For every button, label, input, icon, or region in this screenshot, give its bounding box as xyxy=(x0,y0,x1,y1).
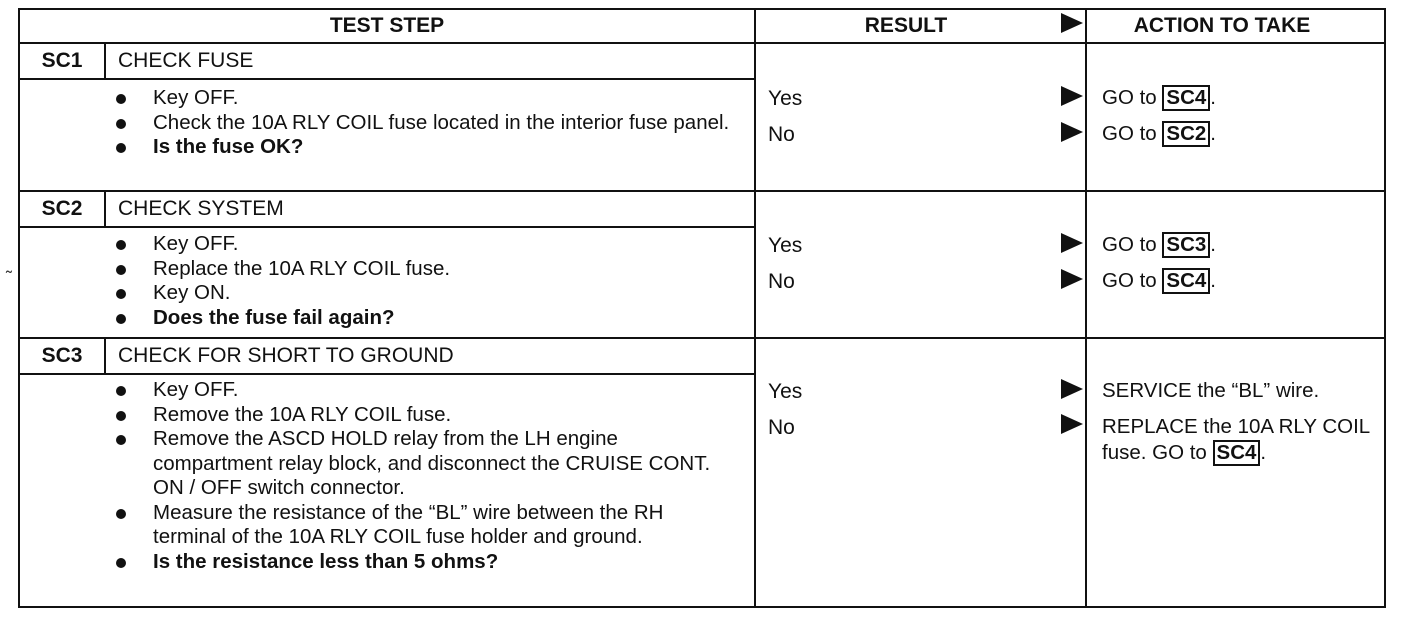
divider-sc1-title xyxy=(18,78,756,80)
bullet-item: Replace the 10A RLY COIL fuse. xyxy=(112,257,732,282)
header-divider xyxy=(18,42,1386,44)
step-reference[interactable]: SC3 xyxy=(1162,232,1210,258)
step-bullets-sc2 xyxy=(112,232,732,330)
bullet-question: Is the fuse OK? xyxy=(112,135,732,160)
column-divider-result xyxy=(754,8,756,608)
margin-mark: ˜ xyxy=(6,268,12,288)
id-divider-sc2 xyxy=(104,192,106,226)
arrow-right-icon xyxy=(1061,233,1083,253)
divider-sc3 xyxy=(18,337,1386,339)
result-yes: Yes xyxy=(768,87,803,110)
action-text: GO to SC3 . xyxy=(1102,233,1216,256)
step-reference[interactable]: SC4 xyxy=(1213,440,1261,466)
bullet-item: Key OFF. xyxy=(112,86,732,111)
divider-sc3-title xyxy=(18,373,756,375)
arrow-right-icon xyxy=(1061,414,1083,434)
result-yes: Yes xyxy=(768,234,803,257)
bullet-item: Remove the ASCD HOLD relay from the LH engine compartment relay block, and disconnect the CRUISE CONT. ON / OFF switch connector. xyxy=(112,427,732,501)
step-bullets-sc3 xyxy=(112,378,732,574)
arrow-right-icon xyxy=(1061,269,1083,289)
step-id-sc3: SC3 xyxy=(41,344,83,367)
bullet-item: Key ON. xyxy=(112,281,732,306)
bullet-item: Key OFF. xyxy=(112,232,732,257)
step-id-sc1: SC1 xyxy=(41,49,83,72)
step-title-sc3: CHECK FOR SHORT TO GROUND xyxy=(118,344,454,367)
arrow-right-icon xyxy=(1061,379,1083,399)
table-border-top xyxy=(18,8,1386,10)
bullet-item: Key OFF. xyxy=(112,378,732,403)
action-text: GO to SC4 . xyxy=(1102,269,1216,292)
header-arrow-icon xyxy=(1061,13,1083,33)
result-no: No xyxy=(768,270,795,293)
table-border-right xyxy=(1384,8,1386,608)
result-yes: Yes xyxy=(768,380,803,403)
bullet-question: Is the resistance less than 5 ohms? xyxy=(112,550,732,575)
step-reference[interactable]: SC4 xyxy=(1162,85,1210,111)
action-text: SERVICE the “BL” wire. xyxy=(1102,379,1320,402)
result-no: No xyxy=(768,123,795,146)
step-title-sc1: CHECK FUSE xyxy=(118,49,254,72)
bullet-item: Remove the 10A RLY COIL fuse. xyxy=(112,403,732,428)
action-text: REPLACE the 10A RLY COIL fuse. GO to SC4 . xyxy=(1102,415,1370,464)
step-title-sc2: CHECK SYSTEM xyxy=(118,197,284,220)
arrow-right-icon xyxy=(1061,86,1083,106)
bullet-question: Does the fuse fail again? xyxy=(112,306,732,331)
header-test-step: TEST STEP xyxy=(329,14,445,37)
bullet-item: Measure the resistance of the “BL” wire between the RH terminal of the 10A RLY COIL fuse holder and ground. xyxy=(112,501,732,550)
action-text: GO to SC2 . xyxy=(1102,122,1216,145)
divider-sc2 xyxy=(18,190,1386,192)
action-text: GO to SC4 . xyxy=(1102,86,1216,109)
divider-sc2-title xyxy=(18,226,756,228)
step-reference[interactable]: SC2 xyxy=(1162,121,1210,147)
bullet-item: Check the 10A RLY COIL fuse located in the interior fuse panel. xyxy=(112,111,732,136)
step-bullets-sc1 xyxy=(112,86,732,160)
step-reference[interactable]: SC4 xyxy=(1162,268,1210,294)
table-border-left xyxy=(18,8,20,608)
step-id-sc2: SC2 xyxy=(41,197,83,220)
id-divider-sc3 xyxy=(104,339,106,373)
header-result: RESULT xyxy=(864,14,948,37)
result-no: No xyxy=(768,416,795,439)
arrow-right-icon xyxy=(1061,122,1083,142)
id-divider-sc1 xyxy=(104,44,106,78)
column-divider-action xyxy=(1085,8,1087,608)
table-border-bottom xyxy=(18,606,1386,608)
header-action: ACTION TO TAKE xyxy=(1133,14,1311,37)
